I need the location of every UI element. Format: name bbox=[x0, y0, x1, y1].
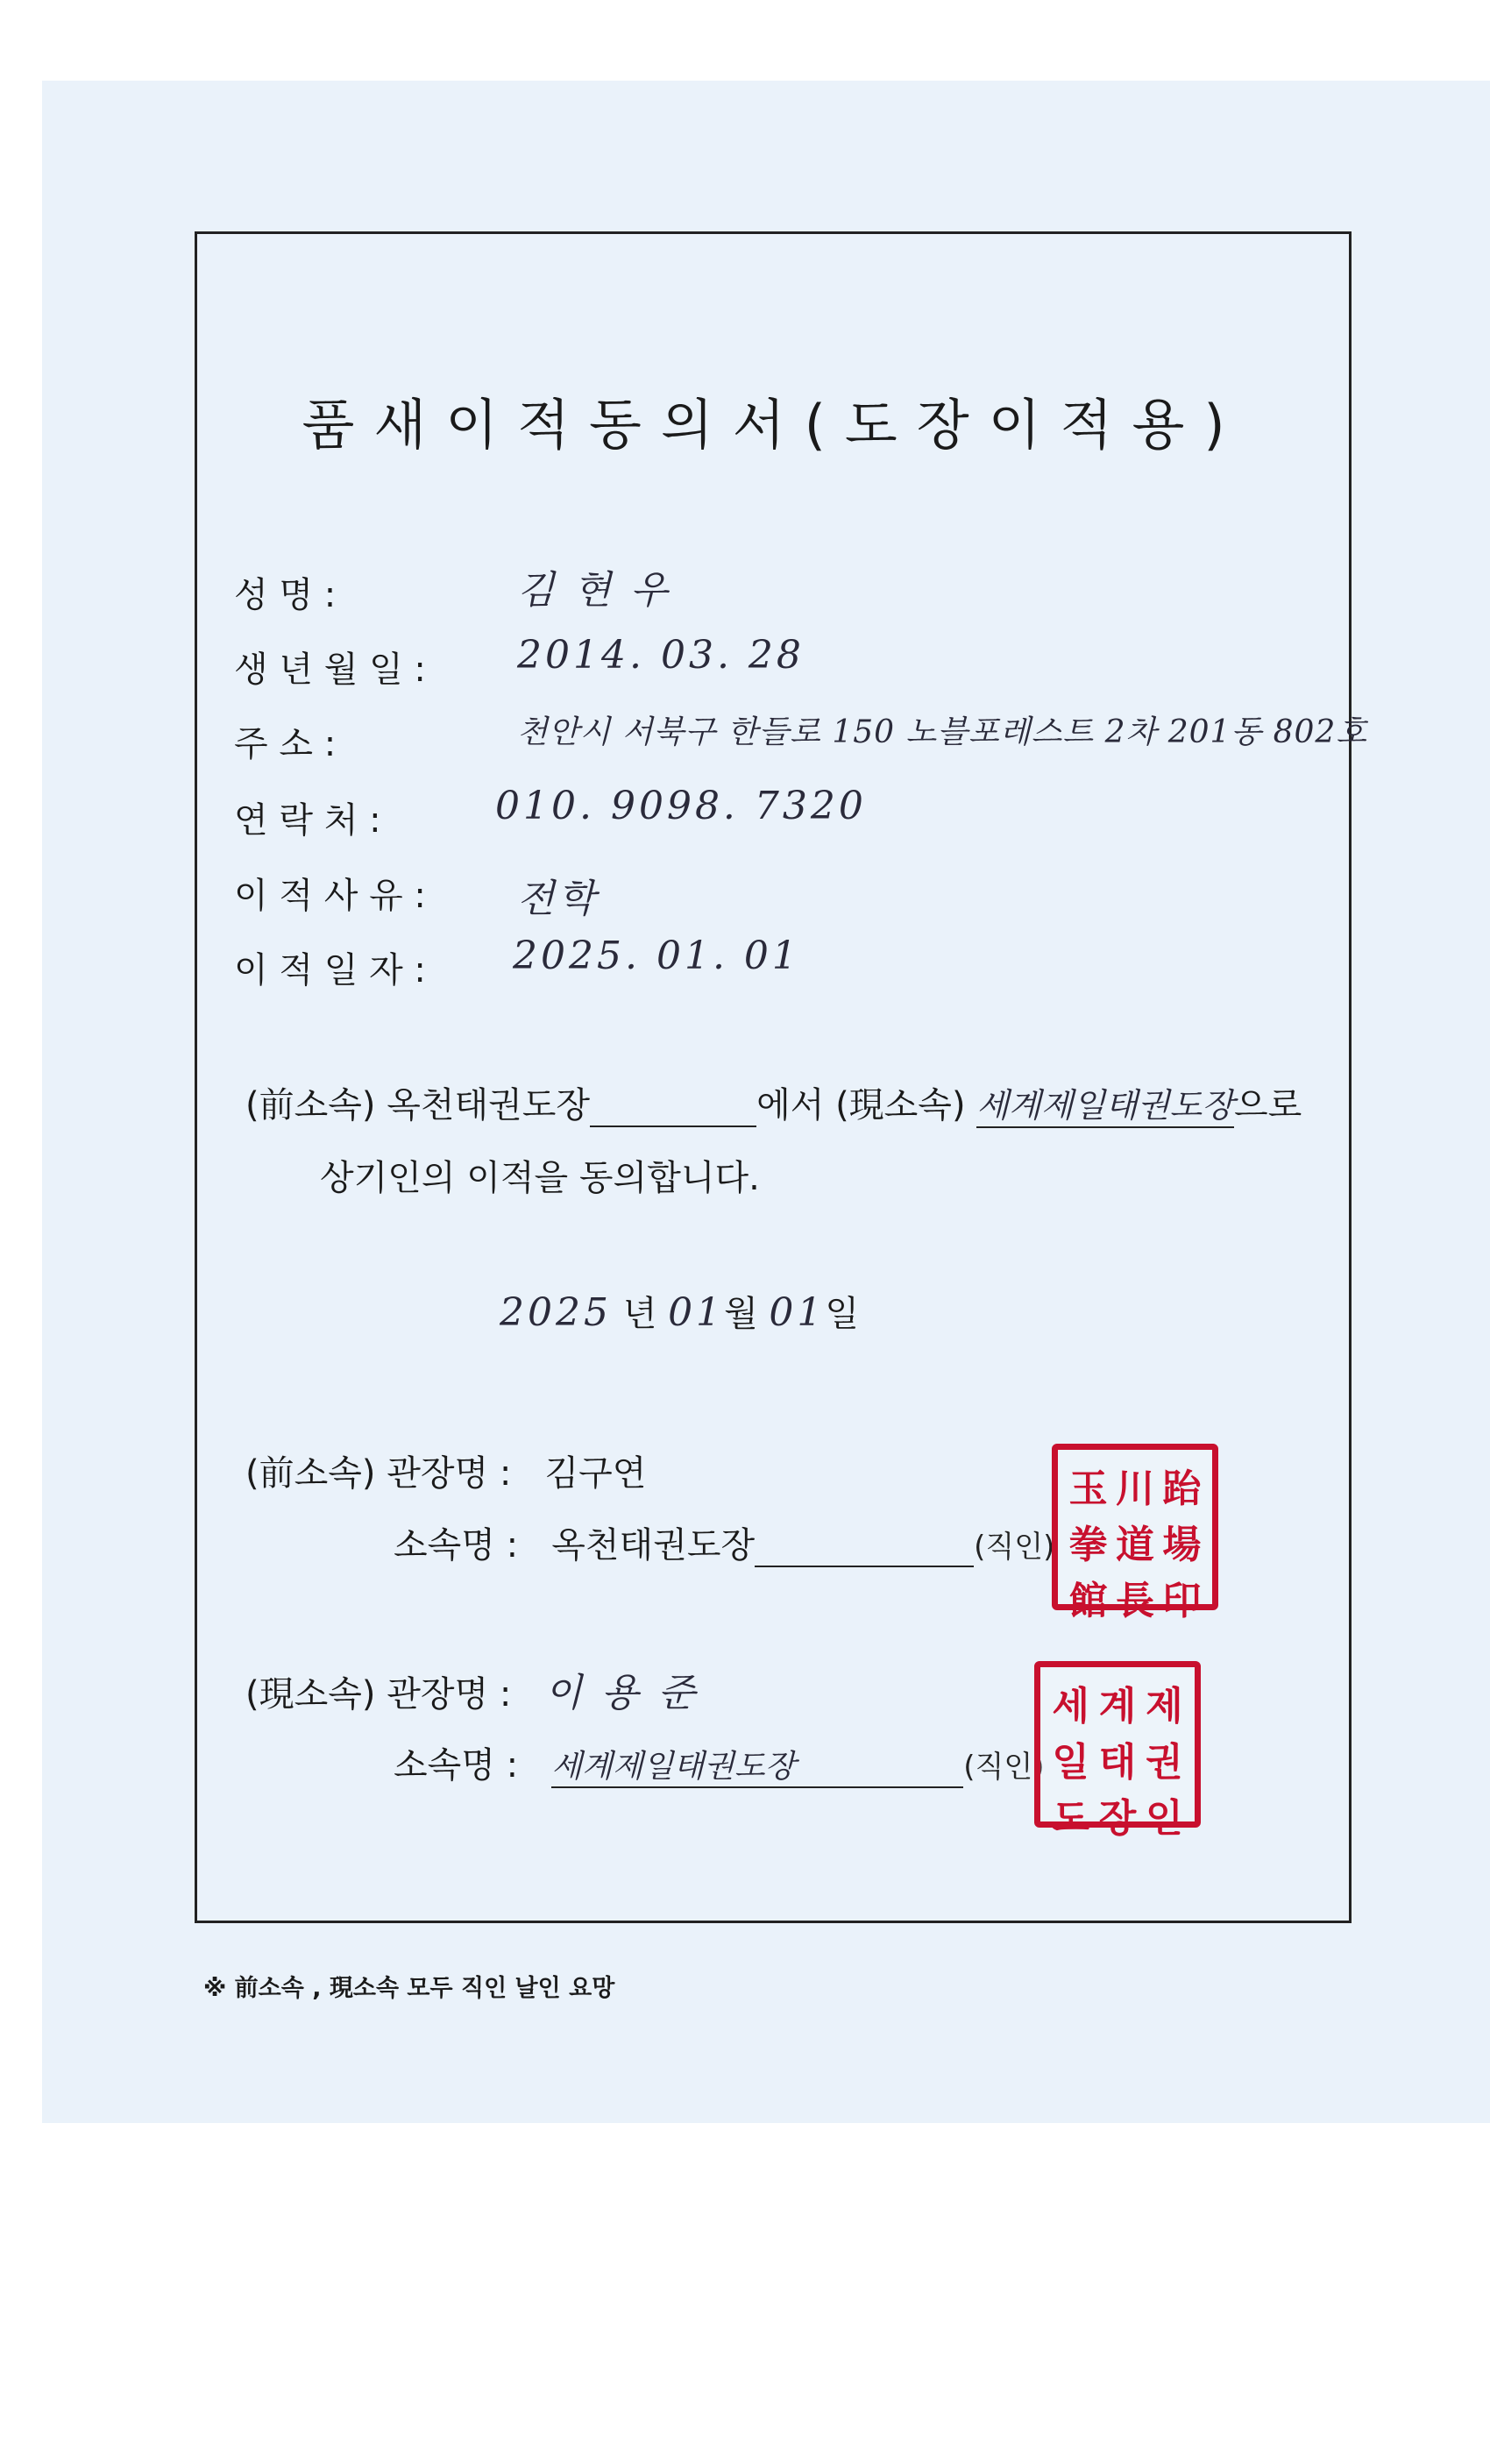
prev-gym-underline bbox=[590, 1085, 756, 1127]
seal-char: 장 bbox=[1098, 1796, 1137, 1841]
sign-day-unit: 일 bbox=[825, 1294, 860, 1334]
curr-affil-tag: (現소속) bbox=[245, 1674, 376, 1715]
curr-head-label: 관장명 : bbox=[387, 1674, 512, 1715]
prev-org-label: 소속명 : bbox=[394, 1525, 519, 1566]
curr-tag: (現소속) bbox=[835, 1085, 966, 1125]
prev-head-row bbox=[245, 1445, 646, 1495]
name-label: 성 명 : bbox=[234, 575, 337, 615]
seal-char: 道 bbox=[1115, 1523, 1154, 1567]
seal-char: 拳 bbox=[1068, 1523, 1108, 1567]
seal-char: 권 bbox=[1146, 1740, 1183, 1785]
consent-line-1 bbox=[245, 1077, 1302, 1128]
seal-char: 跆 bbox=[1162, 1466, 1202, 1511]
name-value: 김 현 우 bbox=[517, 568, 671, 613]
seal-char: 川 bbox=[1115, 1466, 1154, 1511]
sign-year: 2025 bbox=[500, 1290, 612, 1335]
sign-month-unit: 월 bbox=[724, 1294, 758, 1334]
prev-head-value: 김구연 bbox=[544, 1453, 647, 1494]
to-text: 으로 bbox=[1233, 1085, 1302, 1125]
footnote: ※ 前소속 , 現소속 모두 직인 날인 요망 bbox=[203, 1975, 615, 2002]
birth-label: 생 년 월 일 : bbox=[234, 650, 426, 690]
sign-day: 01 bbox=[769, 1290, 826, 1335]
prev-head-label: 관장명 : bbox=[387, 1453, 512, 1494]
reason-value: 전학 bbox=[517, 877, 600, 921]
seal-char: 제 bbox=[1146, 1684, 1183, 1729]
contact-label: 연 락 처 : bbox=[234, 800, 381, 841]
seal-char: 印 bbox=[1162, 1579, 1202, 1623]
address-value: 천안시 서북구 한들로 150 노블포레스트 2차 201동 802호 bbox=[517, 714, 1368, 750]
prev-org-underline bbox=[755, 1525, 974, 1567]
prev-official-seal bbox=[1052, 1444, 1218, 1623]
seal-char: 館 bbox=[1068, 1579, 1108, 1623]
form-title: 품새이적동의서(도장이적용) bbox=[302, 393, 1245, 457]
curr-gym: 세계제일태권도장 bbox=[976, 1078, 1234, 1128]
transfer-date-value: 2025. 01. 01 bbox=[513, 934, 800, 978]
seal-char: 인 bbox=[1146, 1796, 1183, 1841]
from-text: 에서 bbox=[756, 1085, 825, 1125]
reason-label: 이 적 사 유 : bbox=[234, 876, 426, 916]
sign-date bbox=[500, 1286, 859, 1336]
seal-char: 玉 bbox=[1068, 1466, 1108, 1511]
curr-org-row bbox=[394, 1737, 1045, 1788]
prev-affil-tag: (前소속) bbox=[245, 1453, 376, 1494]
prev-org-row bbox=[394, 1517, 1054, 1567]
seal-char: 태 bbox=[1098, 1740, 1137, 1785]
prev-seal-label: (직인) bbox=[974, 1530, 1055, 1565]
curr-head-row bbox=[245, 1661, 699, 1717]
curr-org-value: 세계제일태권도장 bbox=[551, 1742, 963, 1788]
seal-char: 場 bbox=[1162, 1523, 1202, 1567]
seal-char: 일 bbox=[1052, 1740, 1089, 1785]
prev-tag: (前소속) bbox=[245, 1085, 376, 1125]
curr-official-seal bbox=[1034, 1661, 1201, 1841]
curr-org-label: 소속명 : bbox=[394, 1745, 519, 1786]
curr-seal-label: (직인) bbox=[963, 1750, 1045, 1785]
curr-head-value: 이 용 준 bbox=[544, 1671, 699, 1715]
seal-char: 도 bbox=[1052, 1796, 1089, 1841]
seal-char: 세 bbox=[1052, 1684, 1089, 1729]
birth-value: 2014. 03. 28 bbox=[517, 633, 805, 678]
address-label: 주 소 : bbox=[234, 724, 337, 764]
sign-year-unit: 년 bbox=[622, 1294, 657, 1334]
transfer-date-label: 이 적 일 자 : bbox=[234, 950, 426, 991]
consent-line-2: 상기인의 이적을 동의합니다. bbox=[320, 1158, 760, 1198]
prev-gym: 옥천태권도장 bbox=[387, 1085, 591, 1125]
seal-char: 長 bbox=[1115, 1579, 1154, 1623]
prev-org-value: 옥천태권도장 bbox=[551, 1525, 756, 1566]
seal-char: 계 bbox=[1098, 1684, 1137, 1729]
form-frame bbox=[195, 231, 1368, 1923]
sign-month: 01 bbox=[668, 1290, 725, 1335]
contact-value: 010. 9098. 7320 bbox=[495, 784, 867, 828]
